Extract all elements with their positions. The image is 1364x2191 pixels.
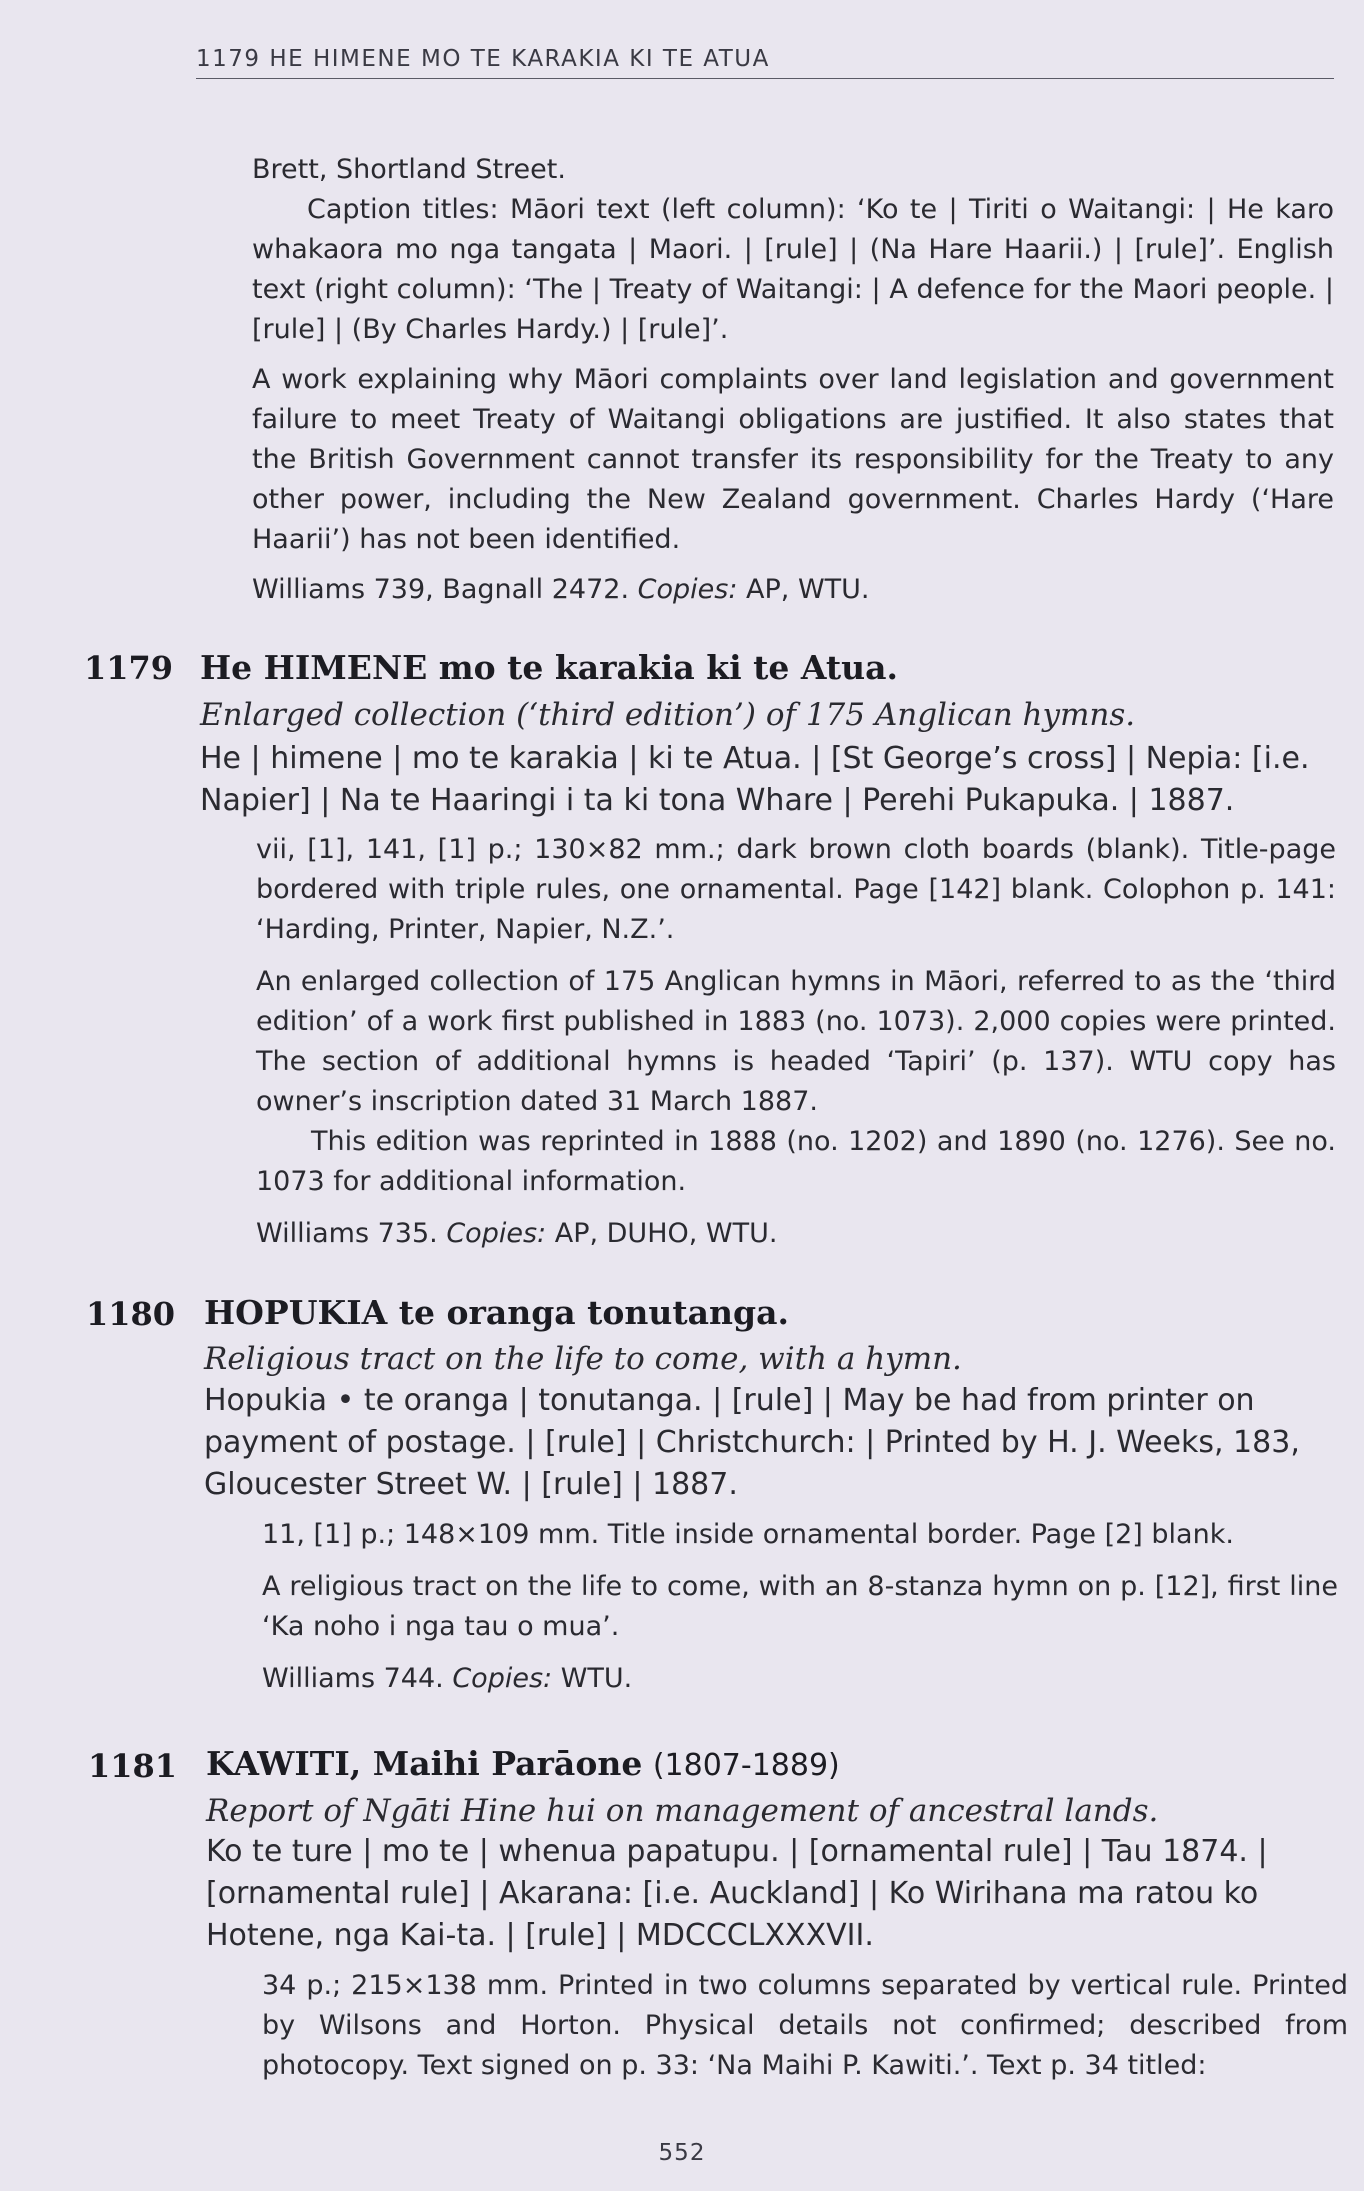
entry-subtitle: Religious tract on the life to come, with a hymn. bbox=[204, 1341, 962, 1377]
prev-entry-note: A work explaining why Māori complaints over land legislation and government failure to meet Treaty of Waitangi obligations are justified. It also states that the British Government cannot transfer its responsibility for the Treaty to any other power, including the New Zealand government. Charles Hardy (‘Hare Haarii’) has not been identified. bbox=[252, 364, 1334, 555]
entry-description bbox=[262, 1515, 1338, 1699]
copies-label: Copies: bbox=[637, 574, 738, 605]
prev-entry-printer: Brett, Shortland Street. bbox=[252, 154, 566, 185]
refs: Williams 744. bbox=[262, 1663, 444, 1694]
entry-heading: He HIMENE mo te karakia ki te Atua. bbox=[200, 648, 898, 687]
refs: Williams 739, Bagnall 2472. bbox=[252, 574, 630, 605]
physical-description: 11, [1] p.; 148×109 mm. Title inside ornamental border. Page [2] blank. bbox=[262, 1519, 1234, 1550]
entry-description bbox=[262, 1966, 1348, 2086]
references bbox=[256, 1214, 1336, 1254]
copies-label: Copies: bbox=[452, 1663, 553, 1694]
entry-title-transcription: Hopukia • te oranga | tonutanga. | [rule] | May be had from printer on payment of postage. | [rule] | Christchurch: | Printed by H. J. Weeks, 183, Gloucester Street W. | [rule] | 1887. bbox=[204, 1383, 1300, 1502]
prev-entry-refs bbox=[252, 570, 1334, 610]
entry-subtitle: Report of Ngāti Hine hui on management of ancestral lands. bbox=[206, 1793, 1159, 1829]
copies: AP, DUHO, WTU. bbox=[554, 1218, 778, 1249]
note: An enlarged collection of 175 Anglican hymns in Māori, referred to as the ‘third edition’ of a work first published in 1883 (no. 1073). 2,000 copies were printed. The section of additional hymns is headed ‘Tapiri’ (p. 137). WTU copy has owner’s inscription dated 31 March 1887. bbox=[256, 966, 1336, 1117]
prev-entry-caption: Caption titles: Māori text (left column): ‘Ko te | Tiriti o Waitangi: | He karo whakaora mo nga tangata | Maori. | [rule] | (Na Hare Haarii.) | [rule]’. English text (right column): ‘The | Treaty of Waitangi: | A defence for the Maori people. | [rule] | (By Charles Hardy.) | [rule]’. bbox=[252, 194, 1334, 345]
author-dates: (1807-1889) bbox=[652, 1748, 840, 1783]
entry-number: 1179 bbox=[84, 649, 174, 687]
copies: AP, WTU. bbox=[746, 574, 870, 605]
entry-subtitle: Enlarged collection (‘third edition’) of 175 Anglican hymns. bbox=[200, 697, 1136, 733]
references bbox=[262, 1659, 1338, 1699]
author-name: KAWITI, Maihi Parāone bbox=[206, 1744, 643, 1783]
entry-title-transcription: He | himene | mo te karakia | ki te Atua. | [St George’s cross] | Nepia: [i.e. Napier] | Na te Haaringi i ta ki tona Whare | Perehi Pukapuka. | 1887. bbox=[200, 741, 1310, 818]
entry-heading bbox=[206, 1743, 840, 1787]
refs: Williams 735. bbox=[256, 1218, 438, 1249]
note: This edition was reprinted in 1888 (no. 1202) and 1890 (no. 1276). See no. 1073 for additional information. bbox=[256, 1126, 1336, 1197]
physical-description: vii, [1], 141, [1] p.; 130×82 mm.; dark brown cloth boards (blank). Title-page bordered with triple rules, one ornamental. Page [142] blank. Colophon p. 141: ‘Harding, Printer, Napier, N.Z.’. bbox=[256, 834, 1336, 945]
entry-heading: HOPUKIA te oranga tonutanga. bbox=[204, 1293, 789, 1332]
entry-number: 1181 bbox=[88, 1747, 178, 1785]
entry-description bbox=[256, 830, 1336, 1254]
copies: WTU. bbox=[560, 1663, 633, 1694]
entry-title-transcription: Ko te ture | mo te | whenua papatupu. | [ornamental rule] | Tau 1874. | [ornamental rule] | Akarana: [i.e. Auckland] | Ko Wirihana ma ratou ko Hotene, nga Kai-ta. | [rule] | MDCCCLXXXVII. bbox=[206, 1834, 1268, 1953]
prev-entry bbox=[252, 150, 1334, 610]
copies-label: Copies: bbox=[446, 1218, 547, 1249]
note: A religious tract on the life to come, with an 8-stanza hymn on p. [12], first line ‘Ka noho i nga tau o mua’. bbox=[262, 1571, 1338, 1642]
page-number: 552 bbox=[658, 2140, 706, 2166]
entry-number: 1180 bbox=[86, 1295, 176, 1333]
running-head: 1179 HE HIMENE MO TE KARAKIA KI TE ATUA bbox=[196, 46, 1334, 79]
physical-description: 34 p.; 215×138 mm. Printed in two columns separated by vertical rule. Printed by Wilsons and Horton. Physical details not confirmed; described from photocopy. Text signed on p. 33: ‘Na Maihi P. Kawiti.’. Text p. 34 titled: bbox=[262, 1970, 1348, 2081]
